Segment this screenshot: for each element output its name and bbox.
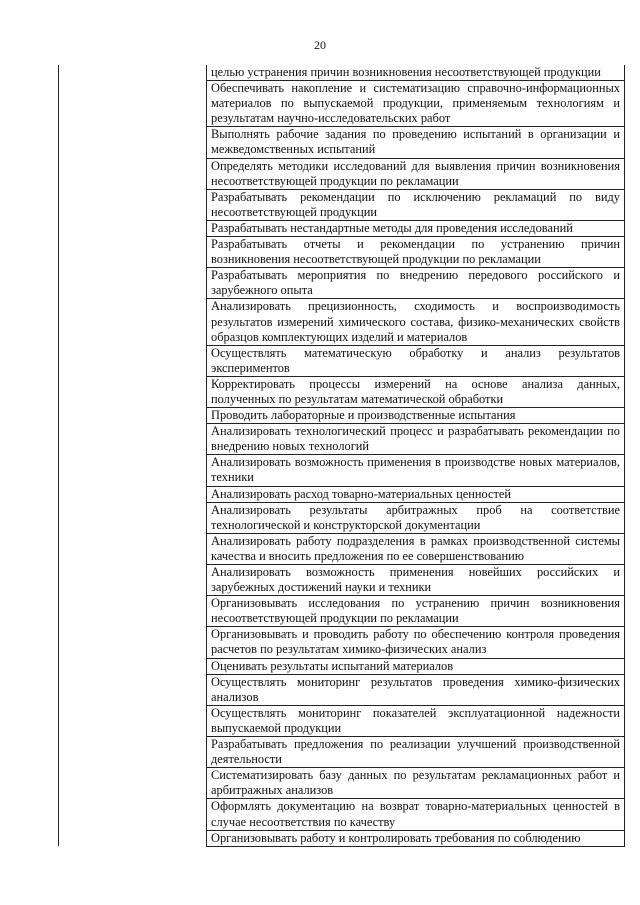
table-cell-task: Осуществлять мониторинг показателей эксплуатационной надежности выпускаемой продукции [207,705,625,736]
table-cell-task: Осуществлять математическую обработку и анализ результатов экспериментов [207,345,625,376]
table-cell-task: Разрабатывать нестандартные методы для проведения исследований [207,220,625,236]
table-cell-task: Анализировать возможность применения в производстве новых материалов, техники [207,455,625,486]
page-number: 20 [314,38,326,52]
table-cell-task: Анализировать возможность применения новейших российских и зарубежных достижений науки и техники [207,565,625,596]
table-cell-task: Организовывать и проводить работу по обеспечению контроля проведения расчетов по результатам химико-физических анализ [207,627,625,658]
table-cell-task: Оформлять документацию на возврат товарно-материальных ценностей в случае несоответствия по качеству [207,799,625,830]
table-cell-task: Проводить лабораторные и производственные испытания [207,408,625,424]
table-row [59,65,625,81]
table-cell-task: Анализировать технологический процесс и разрабатывать рекомендации по внедрению новых технологий [207,424,625,455]
table-cell-task: Систематизировать базу данных по результатам рекламационных работ и арбитражных анализов [207,768,625,799]
table-cell-task: Анализировать расход товарно-материальных ценностей [207,486,625,502]
continued-text: Организовывать работу и контролировать требования по соблюдению [211,830,581,845]
empty-left-cell [59,65,207,846]
table-cell-task: Корректировать процессы измерений на основе анализа данных, полученных по результатам математической обработки [207,376,625,407]
table-cell-task: Анализировать прецизионность, сходимость и воспроизводимость результатов измерений химического состава, физико-механических свойств образцов комплектующих изделий и материалов [207,299,625,345]
table-body [59,65,625,846]
labor-functions-table [58,65,625,847]
table-cell-task: Определять методики исследований для выявления причин возникновения несоответствующей продукции по рекламации [207,158,625,189]
table-cell-task: Разрабатывать предложения по реализации улучшений производственной деятельности [207,737,625,768]
table-cell-task: Оценивать результаты испытаний материалов [207,658,625,674]
table-cell-task: Организовывать исследования по устранению причин возникновения несоответствующей продукции по рекламации [207,596,625,627]
table-cell-task: Разрабатывать отчеты и рекомендации по устранению причин возникновения несоответствующей продукции по рекламации [207,237,625,268]
table-cell-task: Разрабатывать мероприятия по внедрению передового российского и зарубежного опыта [207,268,625,299]
table-cell-task: Выполнять рабочие задания по проведению испытаний в организации и межведомственных испытаний [207,127,625,158]
table-cell-task-continued [207,830,625,846]
table-cell-task: целью устранения причин возникновения несоответствующей продукции [207,65,625,81]
table-cell-task: Обеспечивать накопление и систематизацию справочно-информационных материалов по выпускаемой продукции, применяемым технологиям и результатам научно-исследовательских работ [207,81,625,127]
table-cell-task: Осуществлять мониторинг результатов проведения химико-физических анализов [207,674,625,705]
table-cell-task: Разрабатывать рекомендации по исключению рекламаций по виду несоответствующей продукции [207,189,625,220]
table-cell-task: Анализировать работу подразделения в рамках производственной системы качества и вносить предложения по ее совершенствованию [207,533,625,564]
table-cell-task: Анализировать результаты арбитражных проб на соответствие технологической и конструкторской документации [207,502,625,533]
